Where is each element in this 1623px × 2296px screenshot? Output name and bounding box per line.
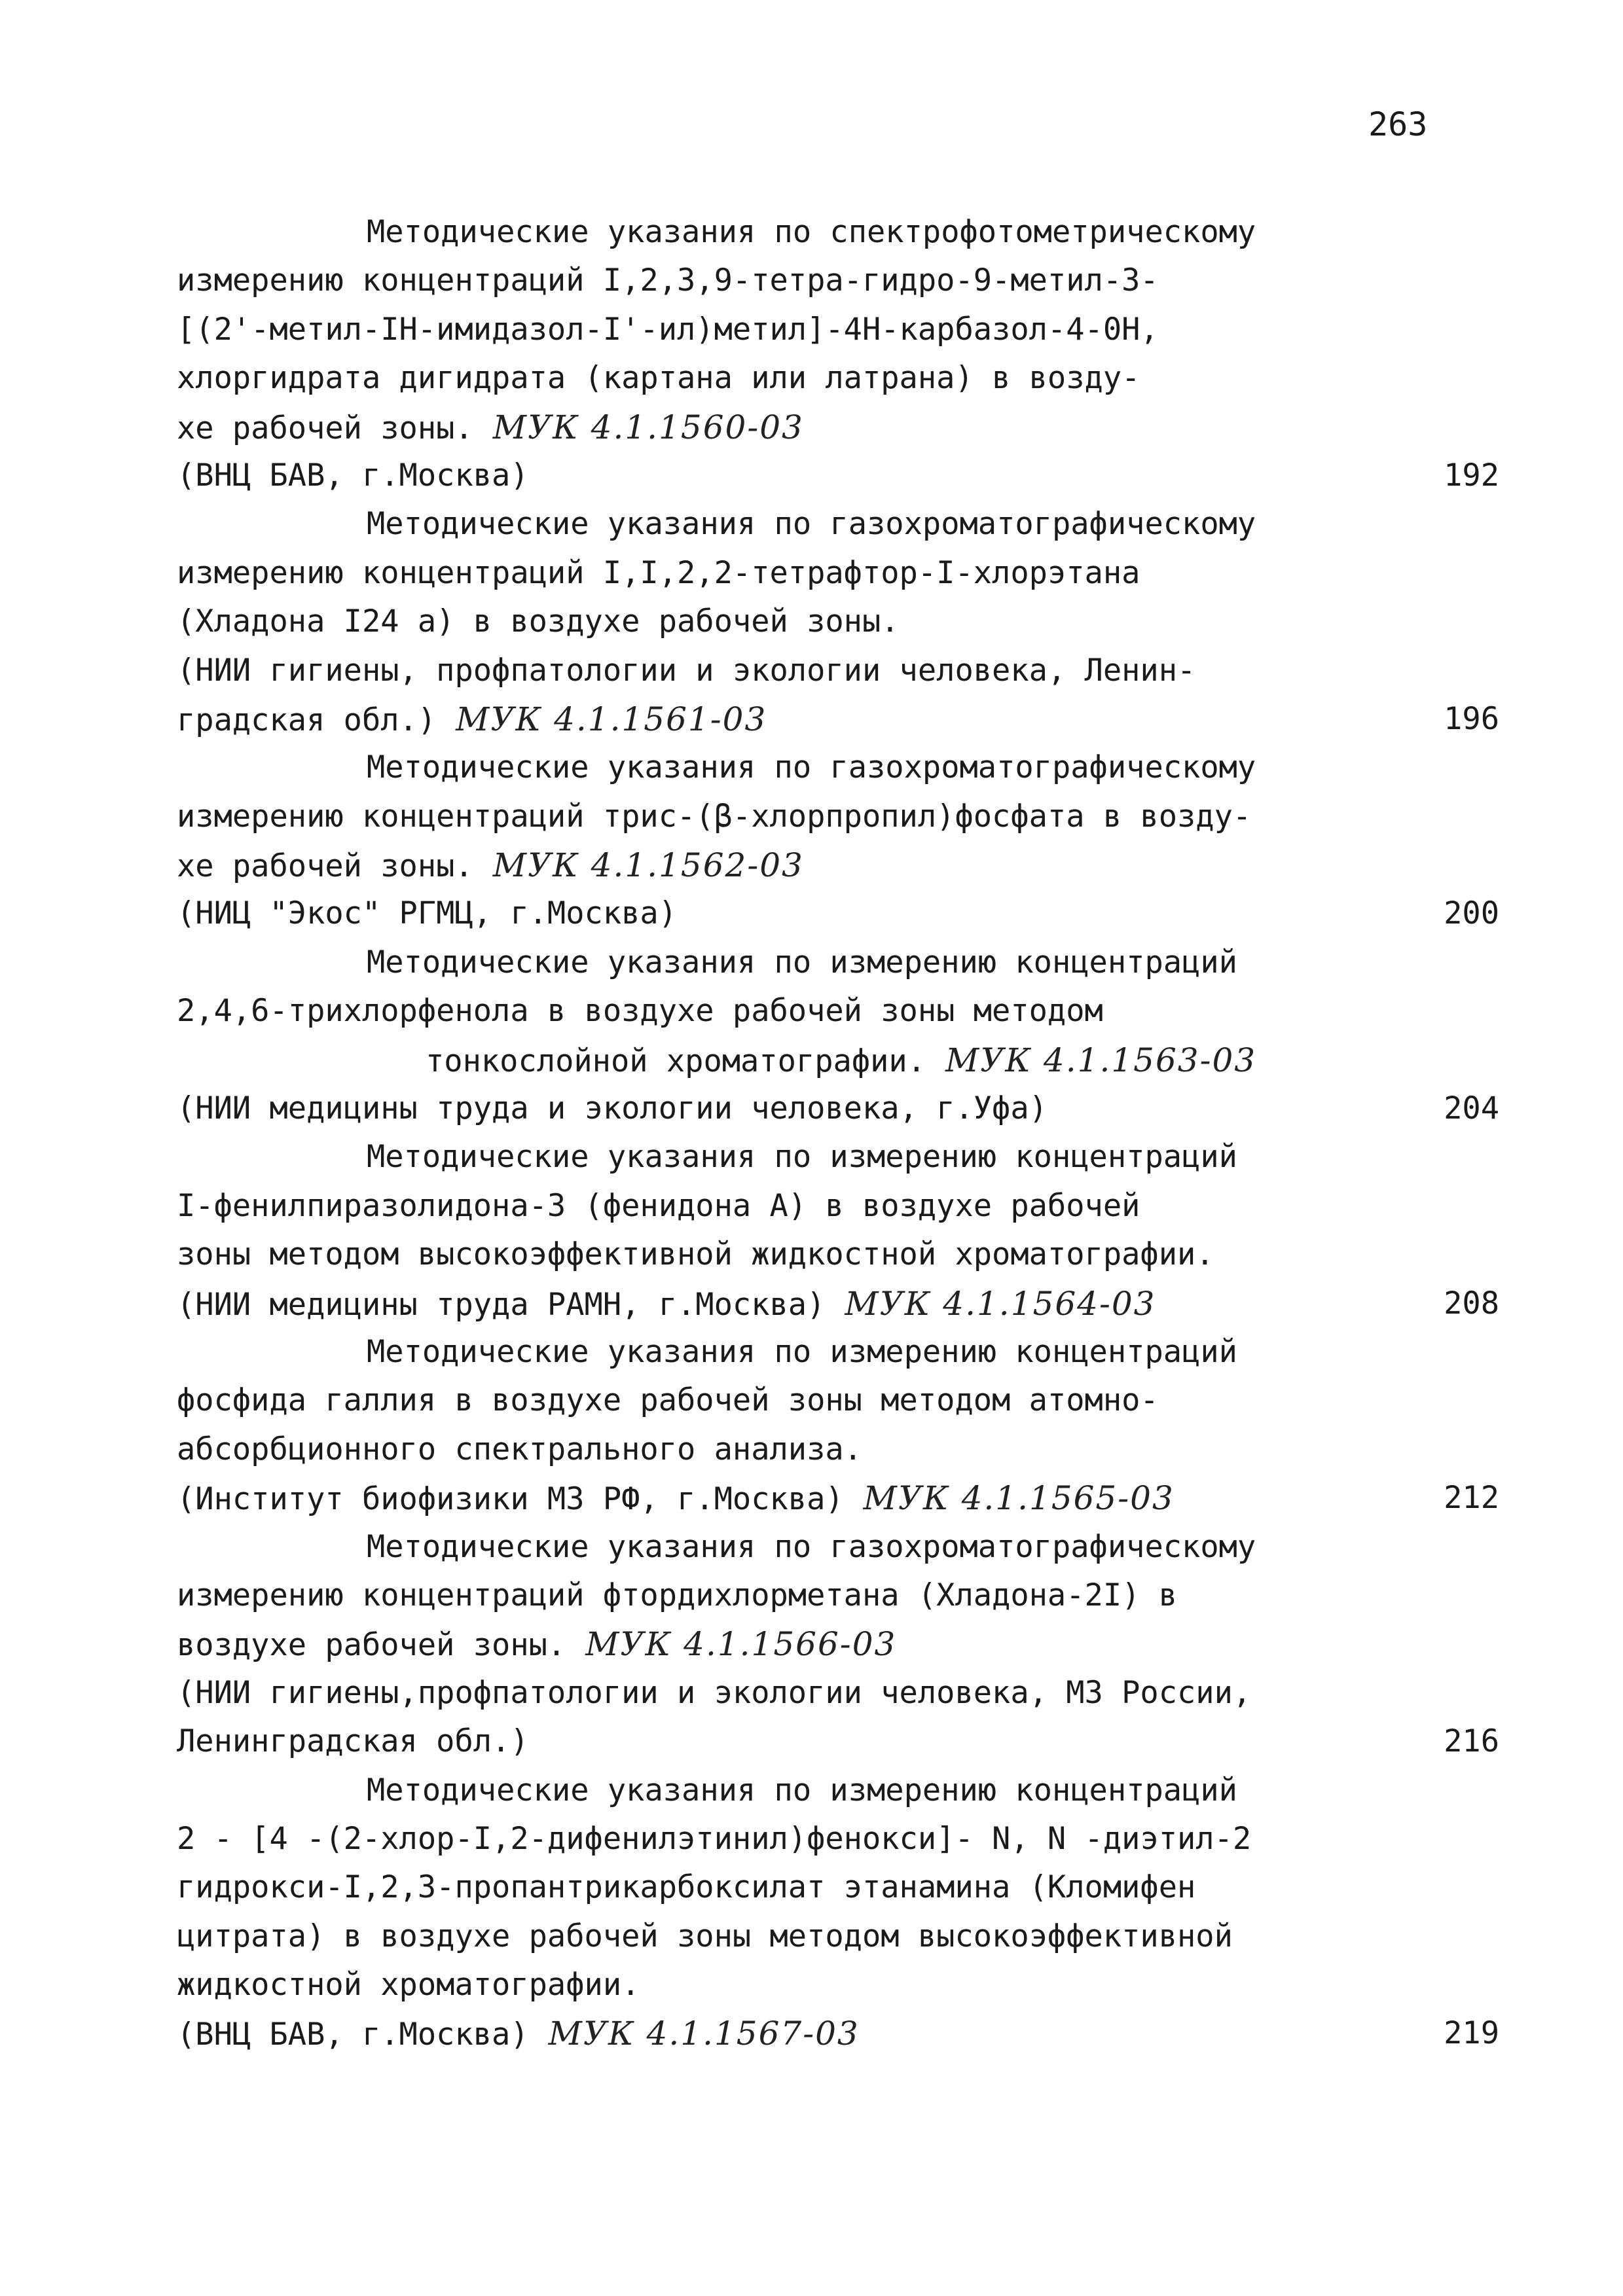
entry-4-page-ref: 204 xyxy=(1444,1090,1499,1127)
entry-8-page-ref: 219 xyxy=(1444,2015,1499,2052)
entry-8-source: (ВНЦ БАВ, г.Москва) xyxy=(177,2017,529,2053)
page-number: 263 xyxy=(1368,105,1428,143)
entry-3-page-ref: 200 xyxy=(1444,895,1499,932)
entry-5-line-4 xyxy=(177,1280,1499,1328)
entry-4-line-2: 2,4,6-трихлорфенола в воздухе рабочей зоны методом xyxy=(177,993,1103,1030)
entry-3-line-3-text: хе рабочей зоны. xyxy=(177,848,473,885)
entry-4-line-3 xyxy=(177,1036,1460,1085)
entry-7-line-3-text: воздухе рабочей зоны. xyxy=(177,1627,566,1664)
entry-1-line-2: измерению концентраций I,2,3,9-тетра-гидро-9-метил-3- xyxy=(177,262,1159,299)
entry-6-line-4 xyxy=(177,1474,1499,1522)
entry-1-page-ref: 192 xyxy=(1444,457,1499,493)
entry-1-source: (ВНЦ БАВ, г.Москва) xyxy=(177,457,529,493)
entry-4-source: (НИИ медицины труда и экологии человека, г.Уфа) xyxy=(177,1090,1048,1127)
entry-2-line-3: (Хладона I24 а) в воздухе рабочей зоны. xyxy=(177,603,900,640)
entry-3-source: (НИЦ "Экос" РГМЦ, г.Москва) xyxy=(177,895,678,932)
entry-2-handwritten-note: МУК 4.1.1561-03 xyxy=(456,700,767,738)
entry-1-line-5-text: хе рабочей зоны. xyxy=(177,410,473,446)
entry-6-line-2: фосфида галлия в воздухе рабочей зоны методом атомно- xyxy=(177,1382,1159,1419)
entry-5-line-4-text: (НИИ медицины труда РАМН, г.Москва) xyxy=(177,1286,826,1323)
entry-7-source-line-2 xyxy=(177,1717,1499,1766)
entry-1-handwritten-note: МУК 4.1.1560-03 xyxy=(492,408,804,446)
entry-2-line-5 xyxy=(177,695,1499,744)
toc-content xyxy=(177,208,1499,2058)
entry-5-page-ref: 208 xyxy=(1444,1285,1499,1321)
entry-4-handwritten-note: МУК 4.1.1563-03 xyxy=(945,1041,1257,1079)
entry-2-line-2: измерению концентраций I,I,2,2-тетрафтор-I-хлорэтана xyxy=(177,554,1140,591)
entry-5-line-2: I-фенилпиразолидона-3 (фенидона А) в воздухе рабочей xyxy=(177,1187,1140,1224)
entry-8-line-5: жидкостной хроматографии. xyxy=(177,1967,640,2003)
entry-8-handwritten-note: МУК 4.1.1567-03 xyxy=(548,2015,860,2053)
entry-8-line-1: Методические указания по измерению концентраций xyxy=(367,1772,1237,1808)
entry-8-line-3: гидрокси-I,2,3-пропантрикарбоксилат этанамина (Кломифен xyxy=(177,1869,1196,1906)
entry-8-line-4: цитрата) в воздухе рабочей зоны методом высокоэффективной xyxy=(177,1918,1233,1954)
entry-6-handwritten-note: МУК 4.1.1565-03 xyxy=(863,1479,1175,1518)
entry-4-line-3-text: тонкослойной хроматографии. xyxy=(426,1043,926,1079)
entry-7-line-1: Методические указания по газохроматографическому xyxy=(367,1528,1256,1565)
entry-2-line-5-text: градская обл.) xyxy=(177,702,437,738)
entry-1-line-5 xyxy=(177,403,1460,452)
entry-6-line-3: абсорбционного спектрального анализа. xyxy=(177,1431,862,1467)
entry-1-line-4: хлоргидрата дигидрата (картана или латрана) в возду- xyxy=(177,360,1140,397)
entry-5-line-3: зоны методом высокоэффективной жидкостной хроматографии. xyxy=(177,1236,1214,1273)
entry-2-page-ref: 196 xyxy=(1444,700,1499,737)
entry-6-line-1: Методические указания по измерению концентраций xyxy=(367,1333,1237,1370)
entry-4-source-line xyxy=(177,1085,1499,1133)
entry-7-source-text: Ленинградская обл.) xyxy=(177,1723,529,1760)
entry-1-line-1: Методические указания по спектрофотометрическому xyxy=(367,214,1256,250)
entry-5-line-1: Методические указания по измерению концентраций xyxy=(367,1139,1237,1175)
entry-7-handwritten-note: МУК 4.1.1566-03 xyxy=(585,1625,897,1664)
entry-2-line-1: Методические указания по газохроматографическому xyxy=(367,506,1256,543)
entry-7-line-2: измерению концентраций фтордихлорметана (Хладона-2I) в xyxy=(177,1577,1178,1613)
entry-1-line-3: [(2'-метил-IН-имидазол-I'-ил)метил]-4Н-карбазол-4-0Н, xyxy=(177,311,1159,348)
entry-3-line-1: Методические указания по газохроматографическому xyxy=(367,749,1256,786)
entry-7-line-3 xyxy=(177,1620,1460,1668)
entry-2-line-4: (НИИ гигиены, профпатологии и экологии человека, Ленин- xyxy=(177,652,1196,689)
entry-5-handwritten-note: МУК 4.1.1564-03 xyxy=(845,1284,1156,1323)
entry-6-line-4-text: (Институт биофизики МЗ РФ, г.Москва) xyxy=(177,1481,844,1518)
entry-3-line-2: измерению концентраций трис-(β-хлорпропил)фосфата в возду- xyxy=(177,798,1252,834)
entry-8-source-line xyxy=(177,2009,1499,2058)
entry-3-handwritten-note: МУК 4.1.1562-03 xyxy=(492,846,804,885)
entry-7-source-line-1: (НИИ гигиены,профпатологии и экологии человека, МЗ России, xyxy=(177,1674,1252,1711)
entry-4-line-1: Методические указания по измерению концентраций xyxy=(367,944,1237,980)
entry-8-line-2: 2 - [4 -(2-хлор-I,2-дифенилэтинил)фенокси]- N, N -диэтил-2 xyxy=(177,1820,1252,1857)
entry-3-line-3 xyxy=(177,841,1460,889)
entry-7-page-ref: 216 xyxy=(1444,1723,1499,1760)
entry-1-source-line xyxy=(177,452,1499,500)
entry-3-source-line xyxy=(177,889,1499,938)
entry-6-page-ref: 212 xyxy=(1444,1480,1499,1516)
